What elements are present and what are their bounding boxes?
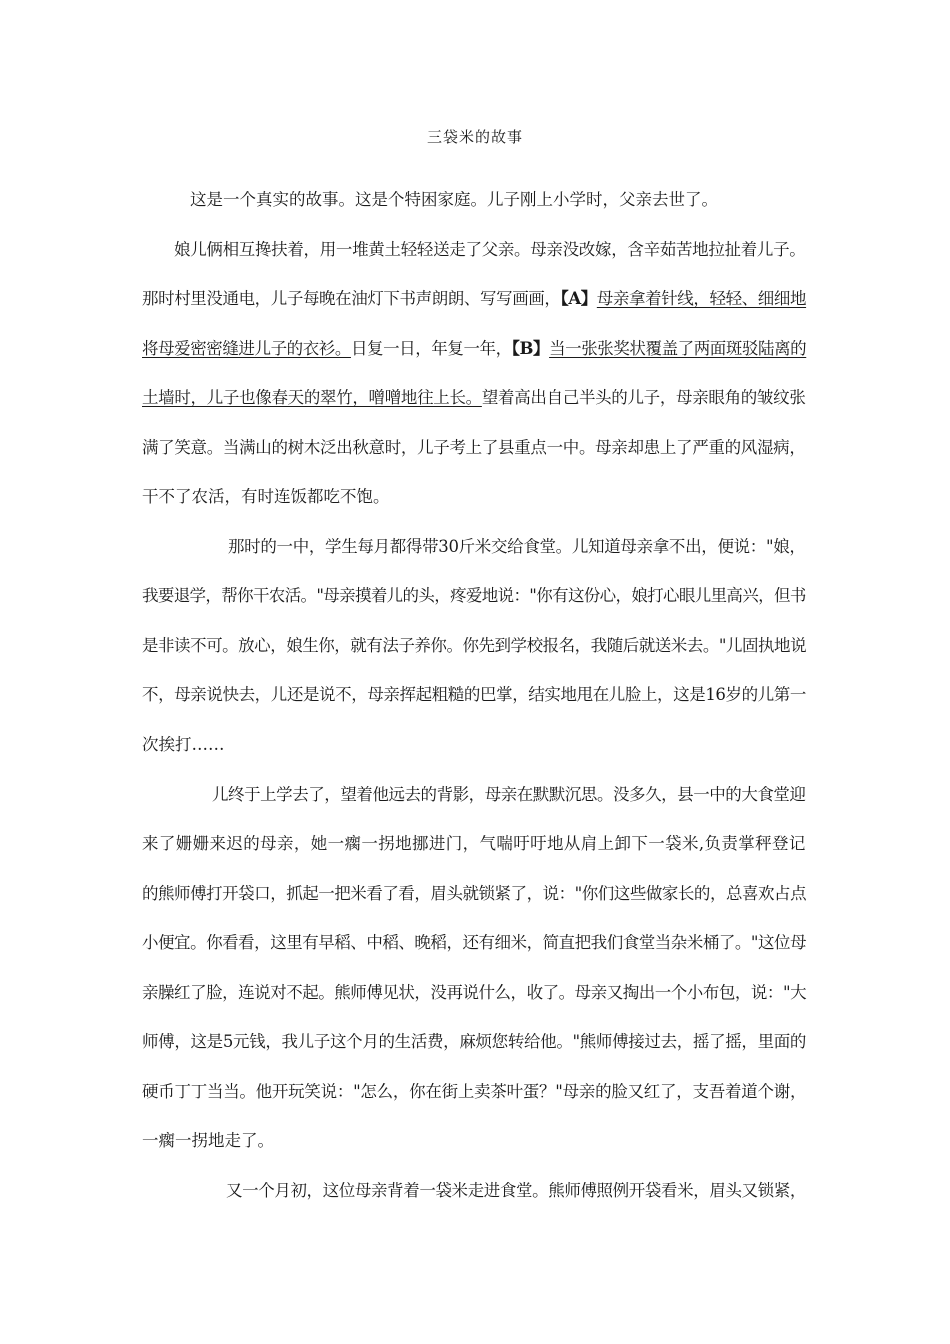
text-segment: 硬币丁丁当当。他开玩笑说："怎么，你在街上卖茶叶蛋？"母亲的脸又红了，支吾着道个谢， xyxy=(142,1082,807,1101)
text-line xyxy=(142,485,390,509)
text-segment: 亲臊红了脸，连说对不起。熊师傅见状，没再说什么，收了。母亲又掏出一个小布包，说："大 xyxy=(142,983,807,1002)
text-segment: 一瘸一拐地走了。 xyxy=(142,1131,274,1150)
text-line xyxy=(142,386,806,410)
text-segment: 师傅，这是5元钱，我儿子这个月的生活费，麻烦您转给他。"熊师傅接过去，摇了摇，里面的 xyxy=(142,1032,807,1051)
text-segment: 那时村里没通电，儿子每晚在油灯下书声朗朗、写写画画， xyxy=(142,289,561,308)
text-segment: 满了笑意。当满山的树木泛出秋意时，儿子考上了县重点一中。母亲却患上了严重的风湿病， xyxy=(142,438,806,457)
text-segment: 又一个月初，这位母亲背着一袋米走进食堂。熊师傅照例开袋看米，眉头又锁紧， xyxy=(226,1181,807,1200)
text-line xyxy=(142,733,225,757)
text-segment: 望着高出自己半头的儿子，母亲眼角的皱纹张 xyxy=(481,388,806,407)
underlined-passage: 当一张张奖状覆盖了两面斑驳陆离的 xyxy=(549,339,807,358)
text-line xyxy=(142,436,806,460)
document-title: 三袋米的故事 xyxy=(426,128,523,146)
text-line xyxy=(228,535,806,559)
text-line xyxy=(142,337,806,361)
text-segment: 次挨打…… xyxy=(142,735,225,754)
text-segment: 日复一日，年复一年， xyxy=(350,339,512,358)
marker-label: 【A】 xyxy=(560,289,597,308)
underlined-passage: 母亲拿着针线，轻轻、细细地 xyxy=(596,289,807,308)
text-segment: 我要退学，帮你干农活。"母亲摸着儿的头，疼爱地说："你有这份心，娘打心眼儿里高兴，但书 xyxy=(142,586,806,605)
text-segment: 那时的一中，学生每月都得带30斤米交给食堂。儿知道母亲拿不出，便说："娘， xyxy=(228,537,806,556)
text-line xyxy=(226,1179,806,1203)
text-line xyxy=(142,882,806,906)
text-segment: 来了姗姗来迟的母亲，她一瘸一拐地挪进门，气喘吁吁地从肩上卸下一袋米,负责掌秤登记 xyxy=(142,834,806,853)
text-segment: 儿终于上学去了，望着他远去的背影，母亲在默默沉思。没多久，县一中的大食堂迎 xyxy=(212,785,806,804)
text-segment: 娘儿俩相互搀扶着，用一堆黄土轻轻送走了父亲。母亲没改嫁，含辛茹苦地拉扯着儿子。 xyxy=(174,240,806,259)
text-line xyxy=(142,1030,806,1054)
marker-label: 【B】 xyxy=(511,339,550,358)
text-line xyxy=(142,931,806,955)
underlined-passage: 土墙时，儿子也像春天的翠竹，噌噌地往上长。 xyxy=(142,388,482,407)
text-segment: 小便宜。你看看，这里有早稻、中稻、晚稻，还有细米，简直把我们食堂当杂米桶了。"这位母 xyxy=(142,933,807,952)
underlined-passage: 将母爱密密缝进儿子的衣衫。 xyxy=(142,339,351,358)
text-line xyxy=(142,1080,806,1104)
text-line xyxy=(190,188,718,212)
text-segment: 是非读不可。放心，娘生你，就有法子养你。你先到学校报名，我随后就送米去。"儿固执地说 xyxy=(142,636,807,655)
text-line xyxy=(142,832,806,856)
text-line xyxy=(142,981,806,1005)
text-segment: 这是一个真实的故事。这是个特困家庭。儿子刚上小学时，父亲去世了。 xyxy=(190,190,718,209)
text-segment: 的熊师傅打开袋口，抓起一把米看了看，眉头就锁紧了，说："你们这些做家长的，总喜欢占点 xyxy=(142,884,807,903)
text-line xyxy=(142,634,806,658)
text-line xyxy=(212,783,806,807)
text-line xyxy=(174,238,806,262)
text-line xyxy=(142,287,806,311)
text-segment: 不，母亲说快去，儿还是说不，母亲挥起粗糙的巴掌，结实地甩在儿脸上，这是16岁的儿第一 xyxy=(142,685,806,704)
text-line xyxy=(142,584,806,608)
text-segment: 干不了农活，有时连饭都吃不饱。 xyxy=(142,487,390,506)
text-line xyxy=(142,1129,274,1153)
text-line xyxy=(142,683,806,707)
